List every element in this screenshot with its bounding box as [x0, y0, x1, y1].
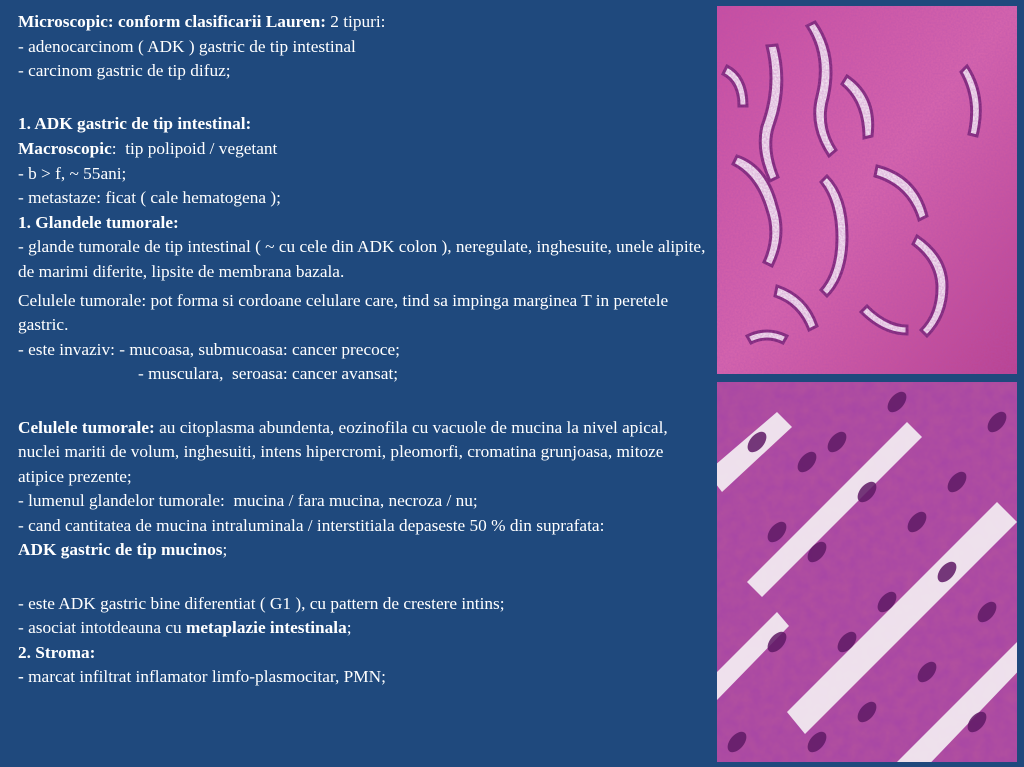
- macroscopic-line: [18, 137, 708, 162]
- macro-line-1: - b > f, ~ 55ani;: [18, 163, 127, 183]
- lumen-line: - lumenul glandelor tumorale: mucina / fara mucina, necroza / nu;: [18, 491, 478, 511]
- glands-line-2: Celulele tumorale: pot forma si cordoane celulare care, tind sa impinga marginea T in peretele gastric.: [18, 290, 669, 335]
- invasion-line-1: - este invaziv: - mucoasa, submucoasa: cancer precoce;: [18, 339, 400, 359]
- stroma-rest: marcat infiltrat inflamator limfo-plasmocitar, PMN;: [23, 667, 386, 687]
- mucin-line: - cand cantitatea de mucina intraluminala / interstitiala depaseste 50 % din suprafata:: [18, 515, 605, 535]
- mucinous-bold: ADK gastric de tip mucinos: [18, 540, 223, 560]
- metaplasia-bold: metaplazie intestinala: [185, 618, 347, 638]
- metaplasia-prefix: - asociat intotdeauna cu: [18, 618, 186, 638]
- cells-paragraph: [18, 416, 708, 490]
- glands-title: [18, 211, 708, 236]
- invasion-line-2: - musculara, seroasa: cancer avansat;: [138, 364, 399, 384]
- section-1-title-text: 1. ADK gastric de tip intestinal:: [18, 114, 252, 134]
- grade-line: - este ADK gastric bine diferentiat ( G1 ), cu pattern de crestere intins;: [18, 593, 505, 613]
- mucinous-rest: ;: [222, 540, 228, 560]
- section-1-title: [18, 112, 708, 137]
- macro-line-2: - metastaze: ficat ( cale hematogena );: [18, 188, 281, 208]
- type-1-line: - adenocarcinom ( ADK ) gastric de tip intestinal: [18, 36, 356, 56]
- heading-bold: Microscopic: conform clasificarii Lauren:: [18, 12, 326, 31]
- heading-line: [18, 10, 708, 35]
- histology-image-bottom: [717, 382, 1017, 762]
- cells-bold: Celulele tumorale:: [18, 417, 155, 437]
- metaplasia-suffix: ;: [346, 618, 352, 638]
- glands-line-1: - glande tumorale de tip intestinal ( ~ cu cele din ADK colon ), neregulate, inghesuite, unele alipite, de marimi diferite, lipsite de membrana bazala.: [18, 237, 706, 281]
- histology-image-top: [717, 6, 1017, 374]
- stroma-title: [18, 641, 708, 666]
- glands-title-text: 1. Glandele tumorale:: [18, 212, 179, 232]
- stroma-title-text: 2. Stroma:: [18, 642, 96, 662]
- type-2-line: - carcinom gastric de tip difuz;: [18, 61, 231, 81]
- slide-text: [18, 10, 708, 690]
- cells-rest: au citoplasma abundenta, eozinofila cu vacuole de mucina la nivel apical, nuclei mariti de volum, inghesuiti, intens hipercromi, pleomorfi, cromatina grunjoasa, mitoze atipice prezente;: [18, 417, 668, 486]
- mucinous-line: [18, 538, 708, 563]
- macroscopic-rest: : tip polipoid / vegetant: [111, 138, 278, 158]
- metaplasia-line: [18, 616, 708, 641]
- stroma-line: [18, 665, 708, 690]
- heading-rest: 2 tipuri:: [325, 12, 386, 31]
- stroma-dash: -: [18, 667, 24, 687]
- macroscopic-bold: Macroscopic: [18, 138, 112, 158]
